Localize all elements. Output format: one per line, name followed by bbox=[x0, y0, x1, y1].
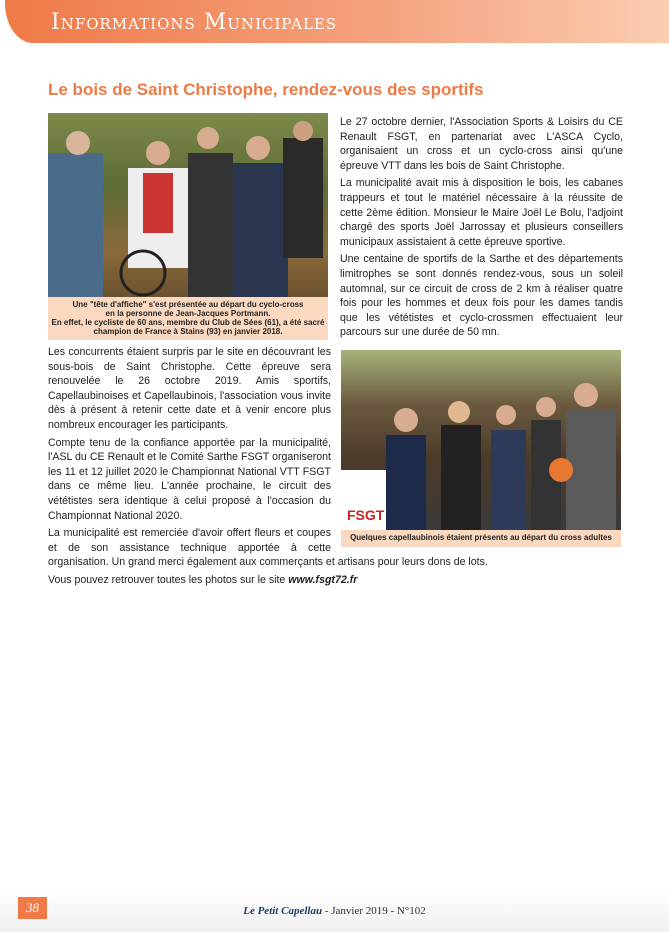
section-header bbox=[5, 0, 669, 43]
paragraph: Le 27 octobre dernier, l'Association Sports & Loisirs du CE Renault FSGT, en partenariat avec L'ASCA Cyclo, organisaient un cross et un cyclo-cross ainsi qu'une épreuve VTT dans les bois de Saint Christophe. bbox=[340, 116, 623, 172]
page-number: 38 bbox=[18, 897, 47, 919]
caption-line: en la personne de Jean-Jacques Portmann. bbox=[105, 309, 271, 318]
paragraph: La municipalité est remerciée d'avoir offert fleurs et coupes et de son assistance technique apportée à cette organisation. Un grand merci également aux commerçants et artisans pour leurs dons de lots. bbox=[48, 527, 488, 569]
paragraph: Une centaine de sportifs de la Sarthe et des départements limitrophes se sont donnés rendez-vous, sous un soleil automnal, sur ce circuit de cross de 2 km à réaliser quatre fois pour les hommes et deux fois pour les dames tandis que les vététistes et cyclo-crossmen effectuaient leur parcours sur une durée de 50 mn. bbox=[340, 253, 623, 339]
caption-line: champion de France à Stains (93) en janvier 2018. bbox=[93, 327, 283, 336]
issue-info: - Janvier 2019 - N°102 bbox=[322, 905, 426, 917]
paragraph: La municipalité avait mis à disposition le bois, les cabanes trappeurs et tout le matériel nécessaire à la réussite de cette 2ème édition. Monsieur le Maire Joël Le Bolu, l'adjoint chargé des sports Joël Jarrossay et plusieurs conseillers municipaux assistaient à cette épreuve sportive. bbox=[340, 177, 623, 248]
publication-name: Le Petit Capellau bbox=[243, 905, 323, 917]
section-title: Informations Municipales bbox=[51, 10, 338, 35]
closing-text: Vous pouvez retrouver toutes les photos sur le site bbox=[48, 573, 289, 586]
photo2-caption: Quelques capellaubinois étaient présents au départ du cross adultes bbox=[341, 530, 621, 547]
closing-paragraph bbox=[48, 573, 623, 588]
article-title: Le bois de Saint Christophe, rendez-vous des sportifs bbox=[48, 80, 484, 99]
website-link[interactable]: www.fsgt72.fr bbox=[288, 573, 358, 586]
paragraph: Compte tenu de la confiance apportée par la municipalité, l'ASL du CE Renault et le Comité Sarthe FSGT organiseront les 11 et 12 juillet 2020 le Championnat National VTT FSGT dans ce même lieu. L'année prochaine, le circuit des vététistes sera identique à celui proposé à l'occasion du Championnat National 2020. bbox=[48, 436, 331, 522]
group-photo bbox=[341, 350, 621, 530]
right-column-text bbox=[340, 115, 623, 343]
paragraph: Les concurrents étaient surpris par le site en découvrant les sous-bois de Saint Christophe. Cette épreuve sera renouvelée le 26 octobre 2019. Amis sportifs, Capellaubinoises et Capellaubinois, l'association vous invite dès à présent à retenir cette date et à venir encore plus nombreux encourager les participants. bbox=[48, 346, 331, 431]
cyclist-photo bbox=[48, 113, 328, 297]
caption-line: En effet, le cycliste de 60 ans, membre du Club de Sées (61), a été sacré bbox=[51, 318, 325, 327]
fsgt-logo: FSGT bbox=[347, 507, 385, 523]
publication-info bbox=[0, 905, 669, 917]
photo1-caption bbox=[48, 297, 328, 340]
caption-line: Une "tête d'affiche" s'est présentée au départ du cyclo-cross bbox=[72, 300, 304, 309]
